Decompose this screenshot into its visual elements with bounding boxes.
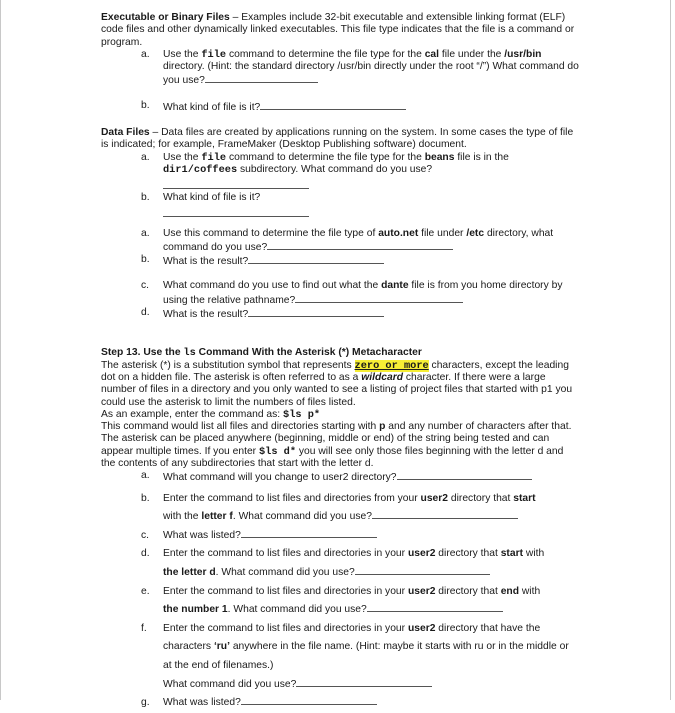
worksheet-page [101,12,579,713]
answer-blank[interactable] [163,179,309,189]
question-13c: c. What was listed? [101,527,579,546]
question-13a: a. What command will you change to user2 directory? [101,470,579,484]
question-3b: b. What is the result? [101,254,579,268]
answer-blank[interactable] [367,602,503,612]
question-13b: b. Enter the command to list files and directories from your user2 directory that start with the letter f. What command did you use? [141,492,536,523]
answer-blank[interactable] [241,695,377,705]
step-13-questions [101,470,579,712]
answer-blank[interactable] [205,73,318,83]
answer-blank[interactable] [355,565,490,575]
right-page-edge [670,0,671,700]
answer-blank[interactable] [241,528,377,538]
answer-blank[interactable] [248,254,384,264]
answer-blank[interactable] [248,307,384,317]
answer-blank[interactable] [397,470,532,480]
section-title: Executable or Binary Files [101,12,230,23]
question-1a: a. Use the file command to determine the file type for the cal file under the /usr/bin directory. (Hint: the standard directory /usr/bin directly under the root “/”) What command do you use? [141,48,579,87]
answer-blank[interactable] [295,293,463,303]
answer-blank[interactable] [260,100,406,110]
question-3a: a. Use this command to determine the file type of auto.net file under /etc directory, what command do you use? [141,227,554,253]
answer-blank[interactable] [296,677,432,687]
executable-files-intro: Executable or Binary Files – Examples include 32-bit executable and extensible linking format (ELF) code files and other dynamically linked executables. This file type indicates that the file is a command or program. [101,12,575,48]
data-files-intro: Data Files – Data files are created by applications running on the system. In some cases the type of file is indicated; for example, FrameMaker (Desktop Publishing software) document. [101,127,574,151]
question-2b: b. What kind of file is it? [101,192,579,216]
question-3d: d. What is the result? [101,307,579,321]
left-page-edge [0,0,1,700]
section-title: Data Files [101,127,150,139]
answer-blank[interactable] [267,240,453,250]
command-explanation: This command would list all files and directories starting with p and any number of characters after that. The asterisk can be placed anywhere (beginning, middle or end) of the string being tested and can appear multiple times. If you enter $ls d* you will see only those files beginning with the letter d and the contents of any subdirectories that start with the letter d. [101,421,572,470]
answer-blank[interactable] [163,207,309,217]
highlighted-term: zero or more [354,359,429,372]
question-2a: a. Use the file command to determine the file type for the beans file is in the dir1/coffees subdirectory. What command do you use? [101,152,579,190]
asterisk-explanation: The asterisk (*) is a substitution symbol that represents zero or more characters, except the leading dot on a hidden file. The asterisk is often referred to as a wildcard character. If there were a large number of files in a directory and you only wanted to see a listing of project files that started with p1 you could use the asterisk to limit the numbers of files listed. [101,359,573,408]
question-13e: e. Enter the command to list files and directories in your user2 directory that end with the number 1. What command did you use? [141,585,541,616]
question-13d: d. Enter the command to list files and directories in your user2 directory that start with the letter d. What command did you use? [141,548,545,578]
answer-blank[interactable] [372,509,518,519]
question-13f: f. Enter the command to list files and directories in your user2 directory that have the characters ‘ru’ anywhere in the file name. (Hint: maybe it starts with ru or in the middle or at the end of filenames.) What command did you use? [141,622,569,690]
question-13g: g. What was listed? [101,694,579,713]
question-1b: b. What kind of file is it? [101,100,579,114]
question-3c: c. What command do you use to find out what the dante file is from you home directory by using the relative pathname? [141,280,563,306]
step-13-heading: Step 13. Use the ls Command With the Asterisk (*) Metacharacter [101,347,422,360]
example-line: As an example, enter the command as: $ls p* [101,408,321,421]
